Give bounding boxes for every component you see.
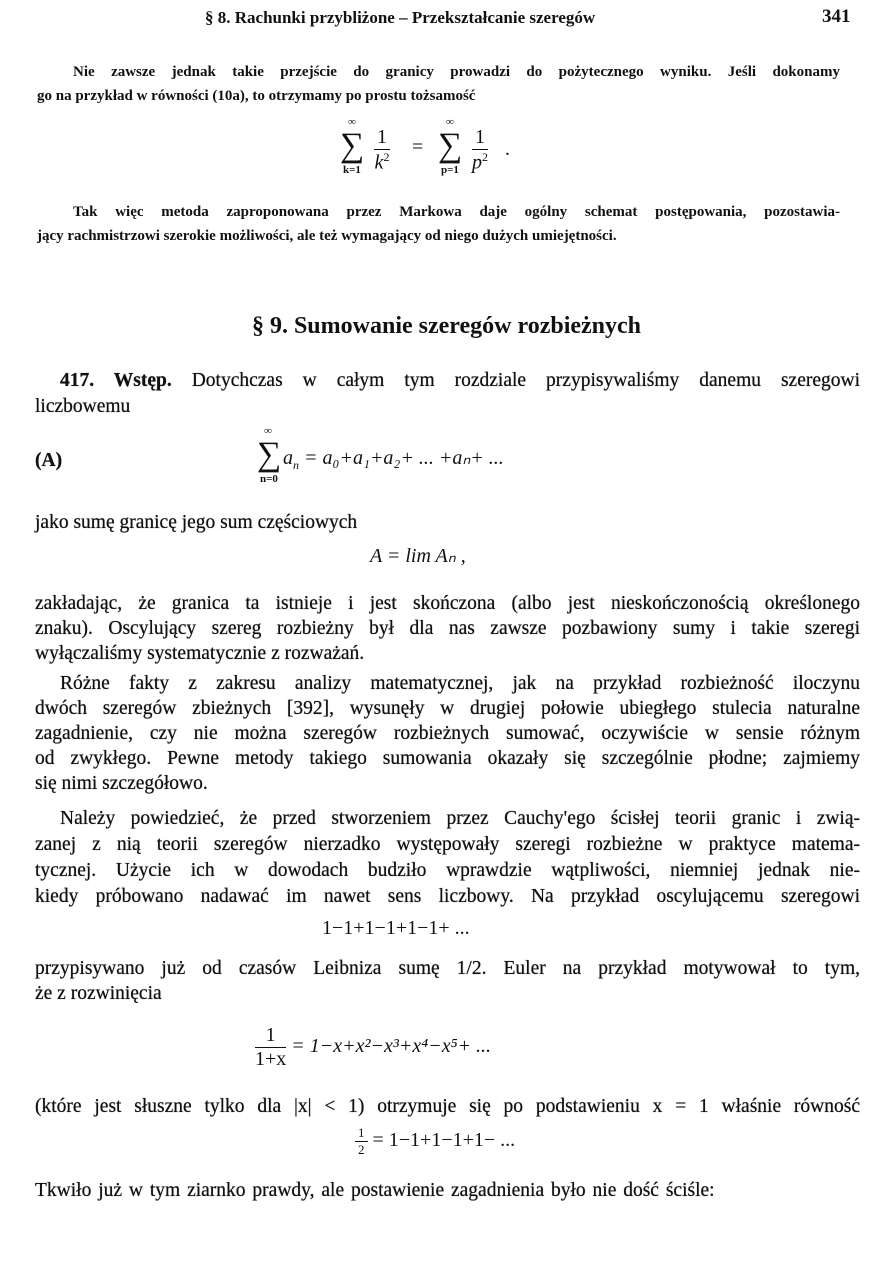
series-expansion: = a₀+a₁+a₂+ ... +aₙ+ ...: [304, 447, 504, 469]
series-expansion: = 1−1+1−1+1− ...: [372, 1129, 516, 1152]
equation-half: [355, 1125, 515, 1158]
section-title: § 9. Sumowanie szeregów rozbieżnych: [251, 313, 642, 339]
denominator: p: [472, 151, 482, 174]
text-line: go na przykład w równości (10a), to otrzymamy po prostu tożsamość: [37, 88, 476, 104]
equation-label: (A): [35, 450, 63, 471]
series-term: $a_n = a_0+a_1+a_2+$ ... +aₙ+ ...: [283, 447, 504, 472]
equation-euler: [255, 1024, 491, 1071]
sum-lower: n=0: [260, 473, 278, 485]
text-line: (które jest słuszne tylko dla |x| < 1) otrzymuje się po podstawieniu x = 1 właśnie równość: [35, 1096, 860, 1117]
sum-upper: ∞: [264, 425, 272, 437]
text-line: jako sumę granicę jego sum częściowych: [35, 512, 358, 533]
text-line: przypisywano już od czasów Leibniza sumę 1/2. Euler na przykład motywował to tym,: [35, 958, 860, 979]
denominator: k: [374, 151, 384, 174]
sum-upper: ∞: [446, 116, 454, 128]
text-line: dwóch szeregów zbieżnych [392], wysunęły w drugiej połowie ubiegłego stulecia naturalne: [35, 698, 860, 719]
text-span: Dotychczas w całym tym rozdziale przypisywaliśmy danemu szeregowi: [191, 370, 861, 391]
equation-oscillating: 1−1+1−1+1−1+ ...: [322, 917, 470, 939]
text-line: zagadnienie, czy nie można szeregów rozbieżnych sumować, oczywiście w sensie różnym: [35, 723, 860, 744]
series-expansion: = 1−x+x²−x³+x⁴−x⁵+ ...: [291, 1035, 492, 1058]
text-line: od zwykłego. Pewne metody takiego sumowania okazały się szczególnie płodne; zajmiemy: [35, 748, 860, 769]
text-line: że z rozwinięcia: [35, 983, 162, 1004]
sigma-symbol: ∑: [257, 436, 282, 473]
equation-series: [257, 425, 657, 489]
equation-limit: A = lim Aₙ ,: [370, 545, 466, 567]
text-line: Nie zawsze jednak takie przejście do granicy prowadzi do pożytecznego wyniku. Jeśli dokonamy: [73, 64, 840, 80]
sum-upper: ∞: [348, 116, 356, 128]
text-line: liczbowemu: [35, 396, 131, 417]
text-line: Tak więc metoda zaproponowana przez Markowa daje ogólny schemat postępowania, pozostawia-: [73, 204, 840, 220]
numerator: 1: [374, 126, 390, 150]
text-line: się nimi szczegółowo.: [35, 773, 208, 794]
sigma-symbol: ∑: [340, 127, 365, 164]
text-line: Należy powiedzieć, że przed stworzeniem przez Cauchy'ego ścisłej teorii granic i zwią-: [60, 808, 860, 829]
numerator: 1: [472, 126, 488, 150]
period: .: [505, 138, 510, 160]
text-line: znaku). Oscylujący szereg rozbieżny był dla nas zawsze pozbawiony sumy i takie szeregi: [35, 618, 860, 639]
denominator: 1+x: [255, 1048, 287, 1070]
text-line: wyłączaliśmy systematycznie z rozważań.: [35, 643, 365, 664]
text-line: zanej z nią teorii szeregów nierzadko występowały szeregi rozbieżne w praktyce matema-: [35, 834, 860, 855]
sigma-symbol: ∑: [438, 127, 463, 164]
equation-identity: [340, 116, 580, 180]
exponent: 2: [383, 150, 390, 164]
text-line: zakładając, że granica ta istnieje i jest skończona (albo jest nieskończonością określonego: [35, 593, 860, 614]
running-title: § 8. Rachunki przybliżone – Przekształcanie szeregów: [205, 8, 596, 27]
text-line: kiedy próbowano nadawać im nawet sens liczbowy. Na przykład oscylującemu szeregowi: [35, 886, 860, 907]
equals-sign: =: [412, 136, 424, 158]
text-line: jący rachmistrzowi szerokie możliwości, ale też wymagający od niego dużych umiejętności.: [37, 228, 617, 244]
sum-lower: k=1: [343, 164, 361, 176]
numerator: 1: [255, 1024, 286, 1048]
text-line: Tkwiło już w tym ziarnko prawdy, ale postawienie zagadnienia było nie dość ściśle:: [35, 1180, 715, 1201]
exponent: 2: [482, 150, 488, 164]
text-line: tycznej. Użycie ich w dowodach budziło wprawdzie wątpliwości, niemniej jednak nie-: [35, 860, 860, 881]
text-line: [60, 370, 860, 392]
page-number: 341: [822, 6, 851, 27]
sum-lower: p=1: [441, 164, 459, 176]
numerator: 1: [355, 1125, 368, 1142]
item-number: 417. Wstęp.: [60, 370, 172, 391]
denominator: 2: [358, 1142, 365, 1157]
text-line: Różne fakty z zakresu analizy matematycznej, jak na przykład rozbieżność iloczynu: [60, 673, 860, 694]
